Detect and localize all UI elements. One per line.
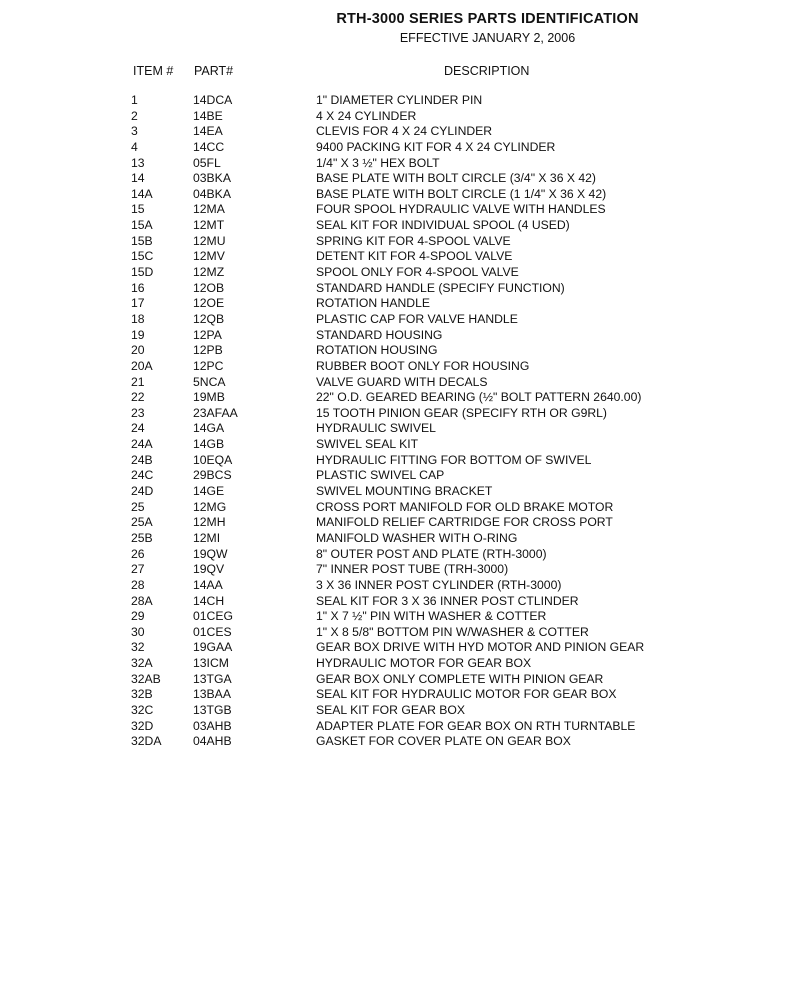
- table-row: [0, 500, 785, 516]
- part-description: BASE PLATE WITH BOLT CIRCLE (3/4" X 36 X 42): [316, 171, 596, 186]
- item-number: 3: [131, 124, 138, 139]
- part-description: CLEVIS FOR 4 X 24 CYLINDER: [316, 124, 493, 139]
- table-row: [0, 625, 785, 641]
- table-row: [0, 343, 785, 359]
- part-description: ADAPTER PLATE FOR GEAR BOX ON RTH TURNTABLE: [316, 718, 636, 733]
- table-row: [0, 124, 785, 140]
- part-description: HYDRAULIC MOTOR FOR GEAR BOX: [316, 656, 532, 671]
- item-number: 28: [131, 577, 145, 592]
- part-number: 12MV: [193, 249, 225, 264]
- part-description: 8" OUTER POST AND PLATE (RTH-3000): [316, 546, 547, 561]
- item-number: 14: [131, 171, 145, 186]
- part-description: SWIVEL MOUNTING BRACKET: [316, 484, 493, 499]
- part-number: 12MG: [193, 499, 227, 514]
- part-description: GEAR BOX ONLY COMPLETE WITH PINION GEAR: [316, 671, 604, 686]
- part-number: 10EQA: [193, 452, 233, 467]
- item-number: 28A: [131, 593, 153, 608]
- item-number: 24D: [131, 484, 154, 499]
- item-number: 32A: [131, 656, 153, 671]
- part-description: 22" O.D. GEARED BEARING (½" BOLT PATTERN 2640.00): [316, 390, 642, 405]
- item-number: 32DA: [131, 734, 162, 749]
- table-row: [0, 390, 785, 406]
- item-number: 2: [131, 108, 138, 123]
- part-description: 15 TOOTH PINION GEAR (SPECIFY RTH OR G9RL): [316, 405, 607, 420]
- part-description: GEAR BOX DRIVE WITH HYD MOTOR AND PINION GEAR: [316, 640, 645, 655]
- table-row: [0, 171, 785, 187]
- part-number: 05FL: [193, 155, 221, 170]
- item-number: 25: [131, 499, 145, 514]
- item-number: 32D: [131, 718, 154, 733]
- part-number: 14CC: [193, 139, 225, 154]
- part-number: 19QV: [193, 562, 225, 577]
- part-number: 12PC: [193, 358, 224, 373]
- part-number: 14BE: [193, 108, 223, 123]
- table-row: [0, 531, 785, 547]
- part-description: 1/4" X 3 ½" HEX BOLT: [316, 155, 440, 170]
- part-description: HYDRAULIC FITTING FOR BOTTOM OF SWIVEL: [316, 452, 592, 467]
- part-description: SWIVEL SEAL KIT: [316, 437, 419, 452]
- item-number: 32AB: [131, 671, 161, 686]
- column-header-part: PART#: [194, 64, 234, 78]
- part-description: 7" INNER POST TUBE (TRH-3000): [316, 562, 509, 577]
- item-number: 4: [131, 139, 138, 154]
- item-number: 15A: [131, 218, 153, 233]
- item-number: 24C: [131, 468, 154, 483]
- table-row: [0, 312, 785, 328]
- item-number: 13: [131, 155, 145, 170]
- table-row: [0, 202, 785, 218]
- part-number: 01CEG: [193, 609, 233, 624]
- part-description: SEAL KIT FOR 3 X 36 INNER POST CTLINDER: [316, 593, 579, 608]
- table-row: [0, 375, 785, 391]
- part-description: PLASTIC SWIVEL CAP: [316, 468, 445, 483]
- part-number: 19MB: [193, 390, 225, 405]
- part-number: 14DCA: [193, 93, 233, 107]
- table-row: [0, 281, 785, 297]
- item-number: 17: [131, 296, 145, 311]
- table-row: [0, 156, 785, 172]
- part-number: 12MU: [193, 233, 226, 248]
- column-header-description: DESCRIPTION: [444, 64, 530, 78]
- part-description: SEAL KIT FOR GEAR BOX: [316, 702, 465, 717]
- item-number: 15D: [131, 265, 154, 280]
- part-number: 5NCA: [193, 374, 226, 389]
- part-description: DETENT KIT FOR 4-SPOOL VALVE: [316, 249, 513, 264]
- table-row: [0, 578, 785, 594]
- table-row: [0, 719, 785, 735]
- table-row: [0, 562, 785, 578]
- part-description: STANDARD HOUSING: [316, 327, 443, 342]
- part-description: 1" X 8 5/8" BOTTOM PIN W/WASHER & COTTER: [316, 624, 589, 639]
- item-number: 20A: [131, 358, 153, 373]
- table-row: [0, 468, 785, 484]
- item-number: 20: [131, 343, 145, 358]
- effective-date: EFFECTIVE JANUARY 2, 2006: [399, 31, 576, 45]
- part-number: 19GAA: [193, 640, 233, 655]
- part-number: 23AFAA: [193, 405, 238, 420]
- part-description: PLASTIC CAP FOR VALVE HANDLE: [316, 311, 518, 326]
- part-description: SEAL KIT FOR INDIVIDUAL SPOOL (4 USED): [316, 218, 570, 233]
- column-header-item: ITEM #: [133, 64, 174, 78]
- part-description: CROSS PORT MANIFOLD FOR OLD BRAKE MOTOR: [316, 499, 614, 514]
- part-number: 29BCS: [193, 468, 232, 483]
- item-number: 25B: [131, 530, 153, 545]
- part-number: 03AHB: [193, 718, 232, 733]
- part-number: 12OE: [193, 296, 225, 311]
- item-number: 15B: [131, 233, 153, 248]
- part-description: VALVE GUARD WITH DECALS: [316, 374, 488, 389]
- part-number: 19QW: [193, 546, 228, 561]
- table-row: [0, 672, 785, 688]
- parts-list: [0, 93, 785, 750]
- table-row: [0, 187, 785, 203]
- item-number: 18: [131, 311, 145, 326]
- part-number: 14CH: [193, 593, 225, 608]
- table-row: [0, 249, 785, 265]
- part-number: 12PB: [193, 343, 223, 358]
- part-description: HYDRAULIC SWIVEL: [316, 421, 436, 436]
- part-number: 14GB: [193, 437, 225, 452]
- part-number: 12PA: [193, 327, 222, 342]
- part-number: 01CES: [193, 624, 232, 639]
- part-description: FOUR SPOOL HYDRAULIC VALVE WITH HANDLES: [316, 202, 606, 217]
- part-number: 04AHB: [193, 734, 232, 749]
- part-number: 13ICM: [193, 656, 229, 671]
- page-title: RTH-3000 SERIES PARTS IDENTIFICATION: [336, 11, 639, 27]
- part-number: 14AA: [193, 577, 223, 592]
- part-description: ROTATION HOUSING: [316, 343, 438, 358]
- table-row: [0, 218, 785, 234]
- table-row: [0, 594, 785, 610]
- part-description: MANIFOLD RELIEF CARTRIDGE FOR CROSS PORT: [316, 515, 613, 530]
- part-number: 14GE: [193, 484, 225, 499]
- item-number: 23: [131, 405, 145, 420]
- part-description: SEAL KIT FOR HYDRAULIC MOTOR FOR GEAR BOX: [316, 687, 617, 702]
- part-number: 12MA: [193, 202, 225, 217]
- item-number: 21: [131, 374, 145, 389]
- part-number: 12QB: [193, 311, 225, 326]
- part-description: SPOOL ONLY FOR 4-SPOOL VALVE: [316, 265, 519, 280]
- part-number: 13BAA: [193, 687, 231, 702]
- part-number: 14GA: [193, 421, 225, 436]
- item-number: 25A: [131, 515, 153, 530]
- item-number: 22: [131, 390, 145, 405]
- item-number: 30: [131, 624, 145, 639]
- part-description: RUBBER BOOT ONLY FOR HOUSING: [316, 358, 530, 373]
- part-description: 3 X 36 INNER POST CYLINDER (RTH-3000): [316, 577, 562, 592]
- part-description: 4 X 24 CYLINDER: [316, 108, 417, 123]
- table-row: [0, 687, 785, 703]
- table-row: [0, 703, 785, 719]
- table-row: [0, 421, 785, 437]
- item-number: 32C: [131, 702, 154, 717]
- part-description: 1" X 7 ½" PIN WITH WASHER & COTTER: [316, 609, 547, 624]
- item-number: 29: [131, 609, 145, 624]
- part-description: GASKET FOR COVER PLATE ON GEAR BOX: [316, 734, 571, 749]
- table-row: [0, 140, 785, 156]
- part-number: 12OB: [193, 280, 225, 295]
- table-row: [0, 734, 785, 750]
- table-row: [0, 109, 785, 125]
- table-row: [0, 547, 785, 563]
- table-row: [0, 234, 785, 250]
- table-row: [0, 359, 785, 375]
- table-row: [0, 640, 785, 656]
- part-number: 12MZ: [193, 265, 225, 280]
- table-row: [0, 453, 785, 469]
- item-number: 1: [131, 93, 138, 107]
- part-number: 13TGA: [193, 671, 232, 686]
- table-row: [0, 609, 785, 625]
- item-number: 14A: [131, 186, 153, 201]
- item-number: 24A: [131, 437, 153, 452]
- part-number: 03BKA: [193, 171, 231, 186]
- part-description: 9400 PACKING KIT FOR 4 X 24 CYLINDER: [316, 139, 556, 154]
- table-row: [0, 296, 785, 312]
- item-number: 26: [131, 546, 145, 561]
- table-row: [0, 437, 785, 453]
- item-number: 32: [131, 640, 145, 655]
- part-description: STANDARD HANDLE (SPECIFY FUNCTION): [316, 280, 565, 295]
- part-number: 04BKA: [193, 186, 231, 201]
- table-row: [0, 265, 785, 281]
- table-row: [0, 515, 785, 531]
- part-description: ROTATION HANDLE: [316, 296, 430, 311]
- item-number: 19: [131, 327, 145, 342]
- item-number: 27: [131, 562, 145, 577]
- item-number: 16: [131, 280, 145, 295]
- table-row: [0, 656, 785, 672]
- part-number: 12MI: [193, 530, 221, 545]
- table-row: [0, 328, 785, 344]
- part-description: 1" DIAMETER CYLINDER PIN: [316, 93, 483, 107]
- part-number: 12MT: [193, 218, 225, 233]
- table-row: [0, 406, 785, 422]
- item-number: 24B: [131, 452, 153, 467]
- item-number: 32B: [131, 687, 153, 702]
- part-number: 13TGB: [193, 702, 232, 717]
- item-number: 15: [131, 202, 145, 217]
- part-description: MANIFOLD WASHER WITH O-RING: [316, 530, 518, 545]
- part-number: 12MH: [193, 515, 226, 530]
- table-row: [0, 484, 785, 500]
- part-description: BASE PLATE WITH BOLT CIRCLE (1 1/4" X 36 X 42): [316, 186, 607, 201]
- part-description: SPRING KIT FOR 4-SPOOL VALVE: [316, 233, 511, 248]
- table-row: [0, 93, 785, 109]
- part-number: 14EA: [193, 124, 223, 139]
- item-number: 15C: [131, 249, 154, 264]
- item-number: 24: [131, 421, 145, 436]
